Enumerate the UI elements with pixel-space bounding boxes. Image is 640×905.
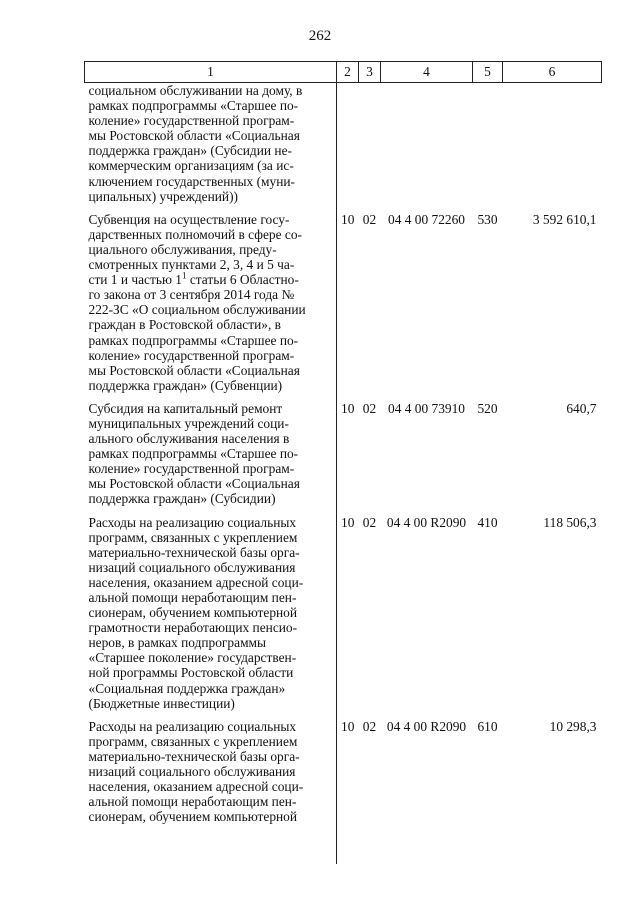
row-description xyxy=(85,204,337,393)
description-line: рамках подпрограммы «Старшее по- xyxy=(88,332,299,348)
table-row xyxy=(85,711,602,865)
row-description xyxy=(85,83,337,204)
amount: 640,7 xyxy=(566,400,597,416)
subsection-code: 02 xyxy=(362,718,377,734)
amount: 118 506,3 xyxy=(543,514,597,530)
description-line: рамках подпрограммы «Старшее по- xyxy=(88,446,299,462)
description-line: грамотности неработающих пенсио- xyxy=(88,620,298,636)
amount: 10 298,3 xyxy=(549,718,597,734)
description-line: коммерческим организациям (за ис- xyxy=(88,158,294,174)
description-line: (Бюджетные инвестиции) xyxy=(88,695,235,711)
column-header-6: 6 xyxy=(503,62,602,83)
description-line: Субсидия на капитальный ремонт xyxy=(88,400,283,416)
description-line: 222-ЗС «О социальном обслуживании xyxy=(88,302,306,318)
description-line: коление» государственной програм- xyxy=(88,347,295,363)
description-line: коление» государственной програм- xyxy=(88,461,295,477)
row-description xyxy=(85,711,337,865)
description-line: муниципальных учреждений соци- xyxy=(88,415,289,431)
target-article-code: 04 4 00 R2090 xyxy=(386,718,467,734)
subsection-code: 02 xyxy=(362,211,377,227)
target-article-code: 04 4 00 72260 xyxy=(388,211,465,227)
expense-type-code xyxy=(473,83,503,204)
expense-type-code: 520 xyxy=(477,400,498,416)
section-code: 10 xyxy=(341,211,355,227)
subsection-code: 02 xyxy=(362,400,377,416)
subsection-code xyxy=(359,83,381,204)
description-line: поддержка граждан» (Субсидии не- xyxy=(88,143,292,159)
description-line: ключением государственных (муни- xyxy=(88,173,295,189)
description-line: циального обслуживания, преду- xyxy=(88,241,277,257)
column-header-2: 2 xyxy=(337,62,359,83)
description-line: низаций социального обслуживания xyxy=(88,559,296,575)
description-line: материально-технической базы орга- xyxy=(88,748,300,764)
description-line-text: сти 1 и частью 1 xyxy=(88,272,182,288)
description-line: альной помощи неработающим пен- xyxy=(88,794,297,810)
row-description xyxy=(85,393,337,507)
description-line: мы Ростовской области «Социальная xyxy=(88,476,300,492)
table-header-row xyxy=(85,62,602,83)
description-line: «Социальная поддержка граждан» xyxy=(88,680,286,696)
table-row xyxy=(85,393,602,507)
description-line: ципальных) учреждений)) xyxy=(88,188,239,204)
target-article-code: 04 4 00 73910 xyxy=(388,400,465,416)
description-line: ального обслуживания населения в xyxy=(88,431,290,447)
target-article-code xyxy=(381,83,473,204)
description-line: го закона от 3 сентября 2014 года № xyxy=(88,287,295,303)
description-line: социальном обслуживании на дому, в xyxy=(88,83,303,98)
column-header-3: 3 xyxy=(359,62,381,83)
description-line: сионерам, обучением компьютерной xyxy=(88,809,298,825)
description-line: сионерам, обучением компьютерной xyxy=(88,605,298,621)
description-line: населения, оказанием адресной соци- xyxy=(88,574,304,590)
column-header-1: 1 xyxy=(85,62,337,83)
expense-type-code: 410 xyxy=(477,514,498,530)
description-line: Расходы на реализацию социальных xyxy=(88,514,297,530)
amount: 3 592 610,1 xyxy=(532,211,597,227)
column-header-4: 4 xyxy=(381,62,473,83)
description-line: рамках подпрограммы «Старшее по- xyxy=(88,98,299,114)
amount xyxy=(503,83,602,204)
description-line: программ, связанных с укреплением xyxy=(88,733,298,749)
row-description xyxy=(85,507,337,711)
description-line: альной помощи неработающим пен- xyxy=(88,590,297,605)
column-header-5: 5 xyxy=(473,62,503,83)
description-line: поддержка граждан» (Субсидии) xyxy=(88,491,276,507)
description-line: дарственных полномочий в сфере со- xyxy=(88,226,302,242)
subsection-code: 02 xyxy=(362,514,377,530)
description-line: неров, в рамках подпрограммы xyxy=(88,635,267,651)
table-row xyxy=(85,507,602,711)
table-row xyxy=(85,83,602,204)
description-line: Расходы на реализацию социальных xyxy=(88,718,297,734)
description-line: коление» государственной програм- xyxy=(88,113,295,129)
target-article-code: 04 4 00 R2090 xyxy=(386,514,467,530)
description-line: мы Ростовской области «Социальная xyxy=(88,362,300,378)
expense-type-code: 530 xyxy=(477,211,498,227)
description-line: программ, связанных с укреплением xyxy=(88,529,298,545)
description-line xyxy=(89,272,335,287)
description-line: ной программы Ростовской области xyxy=(88,665,294,681)
description-line: низаций социального обслуживания xyxy=(88,764,296,780)
expense-type-code: 610 xyxy=(477,718,498,734)
budget-table xyxy=(84,61,602,864)
description-line: мы Ростовской области «Социальная xyxy=(88,128,300,144)
section-code: 10 xyxy=(341,400,355,416)
superscript: 1 xyxy=(182,270,187,281)
description-line: смотренных пунктами 2, 3, 4 и 5 ча- xyxy=(88,257,295,273)
description-line: Субвенция на осуществление госу- xyxy=(88,211,290,227)
description-line: населения, оказанием адресной соци- xyxy=(88,779,304,795)
description-line: граждан в Ростовской области», в xyxy=(88,317,281,333)
description-line: материально-технической базы орга- xyxy=(88,544,300,560)
description-line-tail: статьи 6 Областно- xyxy=(186,272,299,288)
description-line: «Старшее поколение» государствен- xyxy=(88,650,297,666)
section-code: 10 xyxy=(341,514,355,530)
description-line: поддержка граждан» (Субвенции) xyxy=(88,377,283,393)
section-code xyxy=(337,83,359,204)
page-number: 262 xyxy=(308,28,332,44)
section-code: 10 xyxy=(341,718,355,734)
table-row xyxy=(85,204,602,393)
